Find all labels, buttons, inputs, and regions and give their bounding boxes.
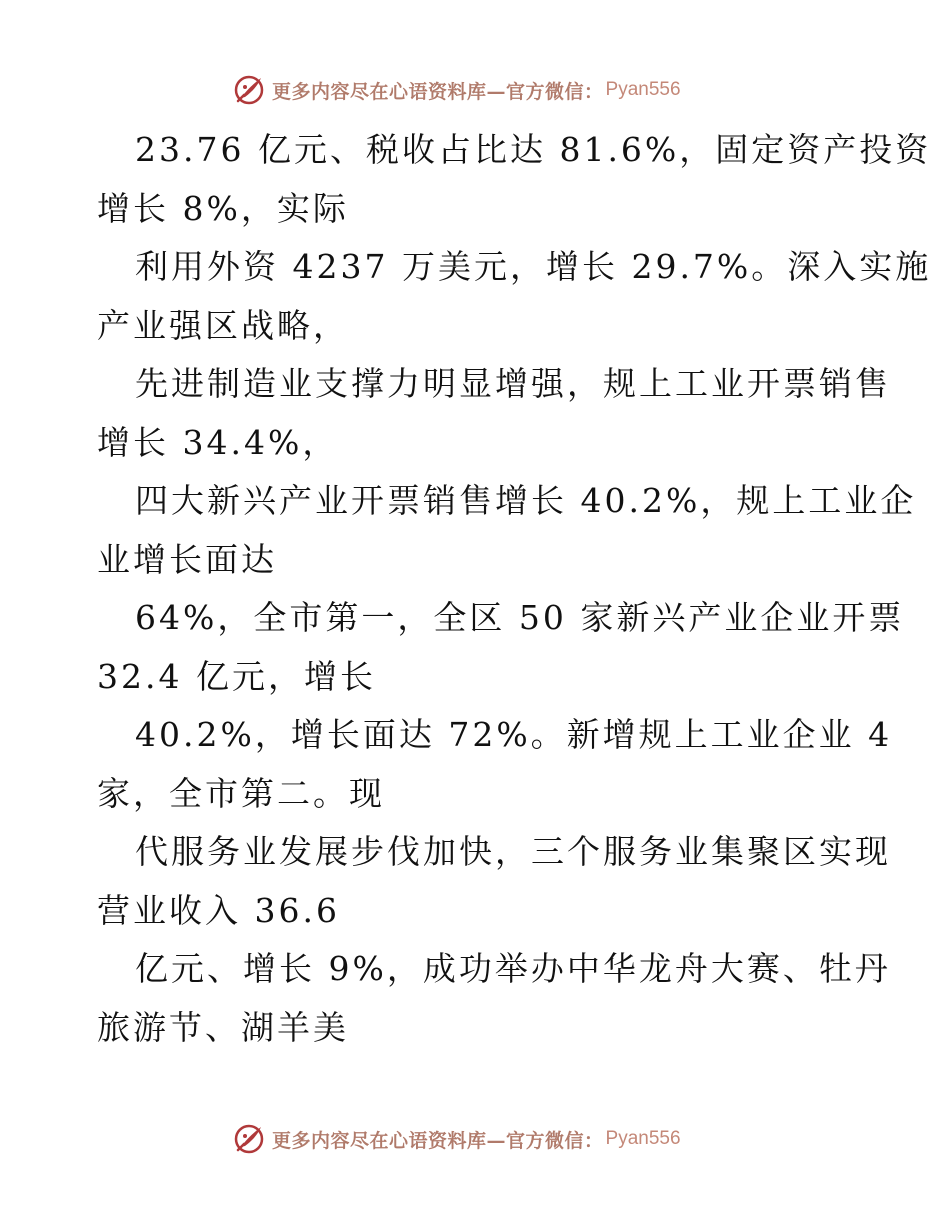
text-line: 40.2%，增长面达 72%。新增规上工业企业 4: [135, 715, 893, 754]
document-body: [97, 121, 932, 1057]
text-line: 产业强区战略，: [97, 305, 349, 345]
text-line: 增长 34.4%，: [97, 422, 339, 462]
footer-watermark-banner: [232, 1121, 681, 1157]
text-line: 亿元、增长 9%，成功举办中华龙舟大赛、牡丹: [135, 949, 891, 988]
text-line: 四大新兴产业开票销售增长 40.2%，规上工业企: [135, 481, 917, 520]
text-line: 营业收入 36.6: [97, 890, 340, 930]
banner-wechat-id: Pyan556: [605, 79, 681, 100]
text-line: 利用外资 4237 万美元，增长 29.7%。深入实施: [135, 247, 932, 286]
text-line: 23.76 亿元、税收占比达 81.6%，固定资产投资: [135, 130, 932, 169]
banner-text: 更多内容尽在心语资料库—官方微信：: [272, 1129, 604, 1152]
quill-pen-logo-icon: [232, 73, 266, 107]
text-line: 业增长面达: [97, 539, 277, 579]
text-line: 旅游节、湖羊美: [97, 1007, 349, 1047]
header-watermark-banner: [232, 72, 681, 108]
banner-text: 更多内容尽在心语资料库—官方微信：: [272, 80, 604, 103]
text-line: 先进制造业支撑力明显增强，规上工业开票销售: [135, 364, 891, 403]
quill-pen-logo-icon: [232, 1122, 266, 1156]
text-line: 64%，全市第一，全区 50 家新兴产业企业开票: [135, 598, 905, 637]
text-line: 增长 8%，实际: [97, 188, 349, 228]
text-line: 32.4 亿元，增长: [97, 656, 376, 696]
banner-wechat-id: Pyan556: [605, 1128, 681, 1149]
text-line: 家，全市第二。现: [97, 773, 385, 813]
text-line: 代服务业发展步伐加快，三个服务业集聚区实现: [135, 832, 891, 871]
